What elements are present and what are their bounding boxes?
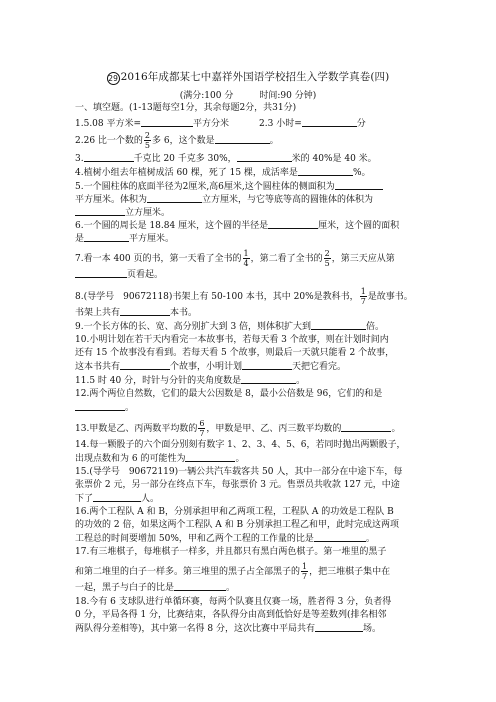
answer-blank xyxy=(75,206,125,216)
answer-blank xyxy=(314,532,366,542)
section-heading: 一、填空题。(1-13题每空1分，其余每题2分，共31分) xyxy=(75,103,297,113)
question-16: 16.两个工程队 A 和 B，分别承担甲和乙两项工程，工程队 A 的功效是工程队 B xyxy=(75,507,394,517)
question-10: 10.小明计划在若干天内看完一本故事书，若每天看 3 个故事，则在计划时间内 xyxy=(75,335,389,345)
exam-title xyxy=(0,69,496,85)
answer-blank xyxy=(93,492,141,502)
question-14-cont: 出现点数和为 6 的可能性为 。 xyxy=(75,454,245,464)
question-7: 7.看一本 400 页的书，第一天看了全书的 $\frac{1}{4}$ ，第二看了全书的 $\frac{2}{5}$ ，第三天应从第 xyxy=(75,249,395,268)
question-10-cont2: 这本书共有 个故事，小明计划 天把它看完。 xyxy=(75,362,347,372)
question-11: 11.5 时 40 分，时针与分针的夹角度数是 。 xyxy=(75,376,306,386)
question-6: 6.一个圆的周长是 18.84 厘米，这个圆的半径是 厘米，这个圆的面积 xyxy=(75,221,400,231)
question-18-cont2: 两队得分差相等)，其中第一名得 8 分，这次比赛中平局共有 场。 xyxy=(75,624,381,634)
question-5-cont: 平方厘米。体积为 立方厘米，与它等底等高的圆锥体的体积为 xyxy=(75,195,374,205)
question-5-cont2: 立方厘米。 xyxy=(75,206,170,219)
answer-blank xyxy=(75,268,127,278)
question-18: 18.今有 6 支球队进行单循环赛，每两个队赛且仅赛一场，胜者得 3 分，负者得 xyxy=(75,597,392,607)
question-3: 3. 千克比 20 千克多 30%， 米的 40%是 40 米。 xyxy=(75,154,377,164)
question-17: 17.有三堆棋子，每堆棋子一样多，并且都只有黑白两色棋子。第一堆里的黑子 xyxy=(75,547,387,557)
answer-blank xyxy=(241,374,296,384)
answer-blank xyxy=(268,219,318,229)
question-13: 13.甲数是乙、丙两数平均数的 $\frac{6}{7}$ ，甲数是甲、乙、丙三数平均数的 。 xyxy=(75,419,401,438)
answer-blank xyxy=(120,306,170,316)
fraction: $\frac{2}{5}$ xyxy=(144,131,150,150)
question-8: 8.(导学号 90672118)书架上有 50-100 本书，其中 20%是教科书， $\frac{1}{7}$ 是故事书。 xyxy=(75,287,413,306)
time-limit: 时间:90 分钟) xyxy=(259,91,317,101)
question-4: 4.植树小组去年植树成活 60 棵，死了 15 棵，成活率是 %。 xyxy=(75,168,371,178)
answer-blank xyxy=(242,360,292,370)
answer-blank xyxy=(311,320,366,330)
question-2: 2.26 比一个数的 $\frac{2}{5}$ 多 6，这个数是 。 xyxy=(75,131,279,150)
question-15-cont2: 下了 人。 xyxy=(75,494,160,504)
answer-blank xyxy=(174,581,226,591)
full-score: (满分:100 分 xyxy=(179,91,234,101)
answer-blank xyxy=(315,622,363,632)
question-16-cont: 的功效的 2 倍，如果这两个工程队 A 和 B 分别承担工程乙和甲，此时完成这两项 xyxy=(75,520,400,530)
question-17-cont: 和第二堆里的白子一样多。第三堆里的黑子占全部黑子的 $\frac{1}{7}$ ，把三堆棋子集中在 xyxy=(75,562,391,581)
fraction: $\frac{1}{7}$ xyxy=(302,562,308,581)
question-12-cont: 。 xyxy=(75,401,134,414)
question-15: 15.(导学号 90672119)一辆公共汽车载客共 50 人，其中一部分在中途下车，每 xyxy=(75,467,403,477)
exam-subtitle xyxy=(0,88,496,101)
question-17-cont2: 一起，黑子与白子的比是 。 xyxy=(75,583,236,593)
question-9: 9.一个长方体的长、宽、高分别扩大到 3 倍，则体积扩大到 倍。 xyxy=(75,322,385,332)
fraction: $\frac{2}{5}$ xyxy=(324,249,330,268)
question-12: 12.两个两位自然数，它们的最大公因数是 8，最小公倍数是 96，它们的和是 xyxy=(75,389,383,399)
answer-blank xyxy=(84,232,129,242)
fraction: $\frac{1}{4}$ xyxy=(243,249,249,268)
answer-blank xyxy=(75,401,125,411)
question-6-cont: 是 平方厘米。 xyxy=(75,234,175,244)
answer-blank xyxy=(335,180,383,190)
question-number-badge: 29 xyxy=(108,74,119,83)
question-5: 5.一个圆柱体的底面半径为2厘米,高6厘米,这个圆柱体的侧面积为 xyxy=(75,180,383,193)
answer-blank xyxy=(302,117,357,127)
question-15-cont: 张票价 2 元，另一部分在终点下车，每张票价 3 元。售票员共收款 127 元，中途 xyxy=(75,480,400,490)
question-16-cont2: 工程总的时间要增加 50%，甲和乙两个工程的工作量的比是 。 xyxy=(75,534,375,544)
answer-blank xyxy=(147,193,202,203)
answer-blank xyxy=(120,360,170,370)
answer-blank xyxy=(84,152,134,162)
question-18-cont: 0 分，平局各得 1 分，比赛结束，各队得分由高到低恰好是等差数列(排名相邻 xyxy=(75,610,387,620)
answer-blank xyxy=(341,422,391,432)
question-1: 1.5.08 平方米= 平方分米 2.3 小时= 分 xyxy=(75,119,366,129)
answer-blank xyxy=(237,152,292,162)
fraction: $\frac{6}{7}$ xyxy=(199,419,205,438)
question-7-cont: 页看起。 xyxy=(75,268,163,281)
title-text: 2016年成都某七中嘉祥外国语学校招生入学数学真卷(四) xyxy=(120,71,390,83)
answer-blank xyxy=(185,452,235,462)
fraction: $\frac{1}{7}$ xyxy=(360,287,366,306)
answer-blank xyxy=(141,117,193,127)
answer-blank xyxy=(215,134,270,144)
question-10-cont: 还有 15 个故事没有看到。若每天看 5 个故事，则最后一天就只能看 2 个故事， xyxy=(75,348,395,358)
answer-blank xyxy=(298,166,353,176)
question-8-cont: 书架上共有 本书。 xyxy=(75,308,198,318)
question-14: 14.每一颗骰子的六个面分别刻有数字 1、2、3、4、5、6，若同时抛出两颗骰子， xyxy=(75,440,406,450)
